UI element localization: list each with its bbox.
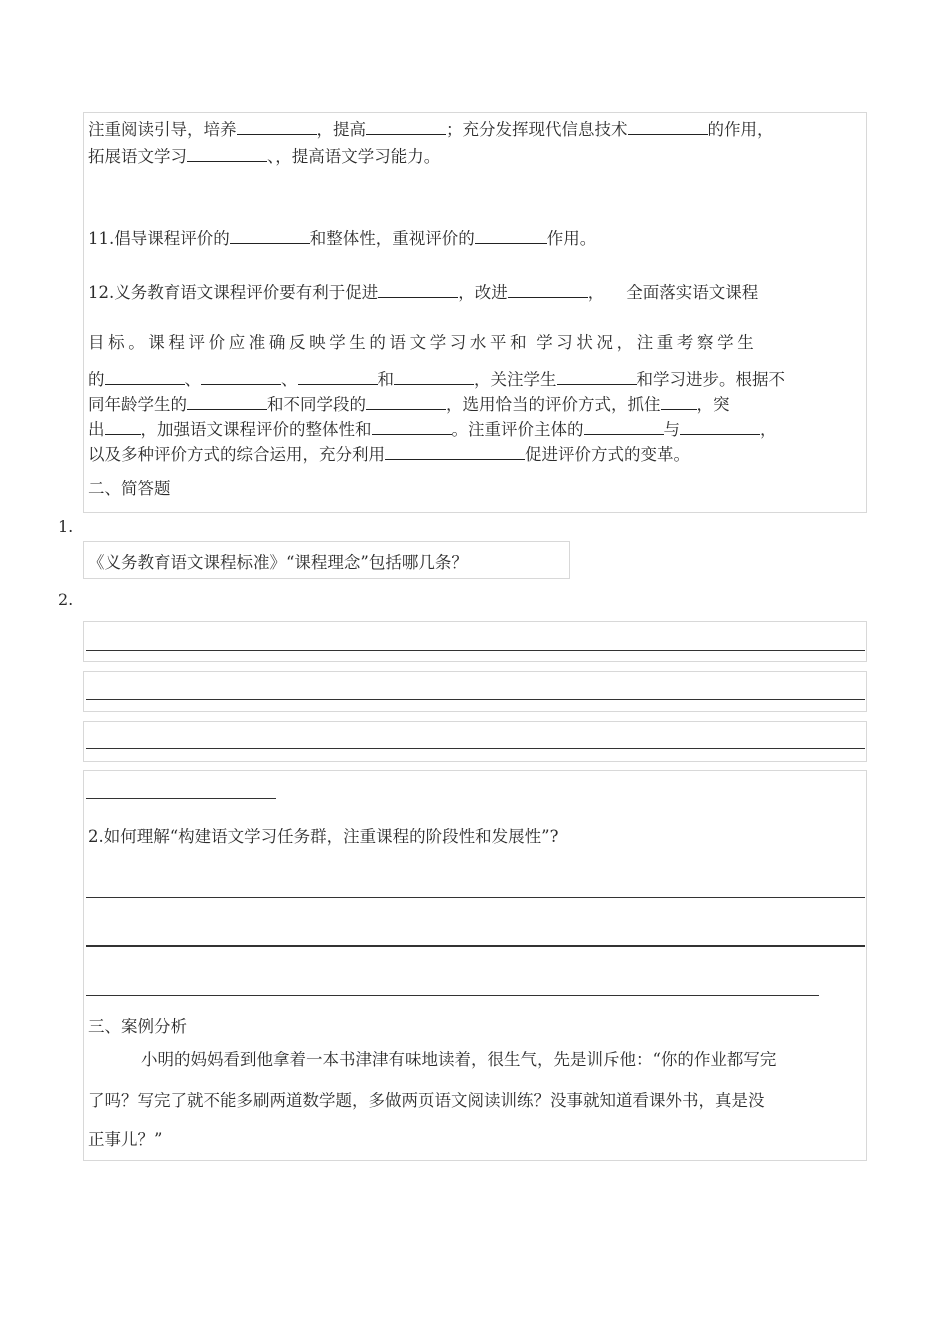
- question-12: 12.义务教育语文课程评价要有利于促进 ，改进 ， 全面落实语文课程: [88, 279, 758, 303]
- answer-line-short[interactable]: [86, 798, 276, 799]
- case-paragraph-line-3: 正事儿？”: [88, 1130, 163, 1149]
- answer-blank[interactable]: [187, 392, 267, 410]
- answer-blank[interactable]: [237, 117, 317, 135]
- answer-blank[interactable]: [366, 117, 446, 135]
- answer-line[interactable]: [86, 945, 865, 947]
- case-paragraph-line-1: 小明的妈妈看到他拿着一本书津津有味地读着，很生气，先是训斥他：“你的作业都写完: [141, 1050, 777, 1069]
- text-line-8: 以及多种评价方式的综合运用，充分利用 促进评价方式的变革。: [88, 441, 690, 465]
- answer-blank[interactable]: [105, 367, 185, 385]
- answer-blank[interactable]: [394, 367, 474, 385]
- text-line-5: 的 、 、 和 ，关注学生 和学习进步。根据不: [88, 366, 785, 390]
- answer-blank[interactable]: [475, 226, 547, 244]
- answer-box-3: [83, 721, 867, 762]
- answer-blank[interactable]: [105, 417, 141, 435]
- answer-blank[interactable]: [385, 442, 525, 460]
- item-number-2: 2.: [58, 590, 74, 609]
- answer-blank[interactable]: [557, 367, 637, 385]
- answer-line[interactable]: [86, 897, 865, 898]
- answer-line[interactable]: [86, 748, 865, 749]
- text-line-2: 拓展语文学习 、，提高语文学习能力。: [88, 143, 440, 167]
- case-paragraph-line-2: 了吗？写完了就不能多刷两道数学题，多做两页语文阅读训练？没事就知道看课外书，真是没: [88, 1091, 765, 1110]
- answer-blank[interactable]: [584, 417, 664, 435]
- text-line-1: 注重阅读引导，培养 ，提高 ；充分发挥现代信息技术 的作用，: [88, 116, 774, 140]
- text-line-7: 出 ，加强语文课程评价的整体性和 。注重评价主体的 与 ，: [88, 416, 777, 440]
- answer-blank[interactable]: [366, 392, 446, 410]
- answer-blank[interactable]: [680, 417, 760, 435]
- item-number-1: 1.: [58, 517, 74, 536]
- answer-box-1: [83, 621, 867, 662]
- answer-line[interactable]: [86, 995, 819, 996]
- answer-blank[interactable]: [298, 367, 378, 385]
- answer-line[interactable]: [86, 650, 865, 651]
- text-line-4: 目标。课程评价应准确反映学生的语文学习水平和 学习状况，注重考察学生: [88, 333, 758, 352]
- question-11: 11.倡导课程评价的 和整体性，重视评价的 作用。: [88, 225, 596, 249]
- section-heading-case-analysis: 三、案例分析: [88, 1017, 187, 1036]
- section-heading-short-answer: 二、简答题: [88, 479, 171, 498]
- answer-blank[interactable]: [201, 367, 281, 385]
- answer-blank[interactable]: [661, 392, 697, 410]
- answer-blank[interactable]: [378, 280, 458, 298]
- question-1-text: 《义务教育语文课程标准》“课程理念”包括哪几条？: [88, 553, 468, 572]
- answer-box-2: [83, 671, 867, 712]
- answer-blank[interactable]: [372, 417, 452, 435]
- question-2-text: 2.如何理解“构建语文学习任务群，注重课程的阶段性和发展性”?: [88, 827, 559, 846]
- answer-line[interactable]: [86, 699, 865, 700]
- answer-blank[interactable]: [230, 226, 310, 244]
- text-line-6: 同年龄学生的 和不同学段的 ，选用恰当的评价方式，抓住 ，突: [88, 391, 730, 415]
- answer-blank[interactable]: [187, 144, 267, 162]
- answer-blank[interactable]: [628, 117, 708, 135]
- answer-blank[interactable]: [508, 280, 588, 298]
